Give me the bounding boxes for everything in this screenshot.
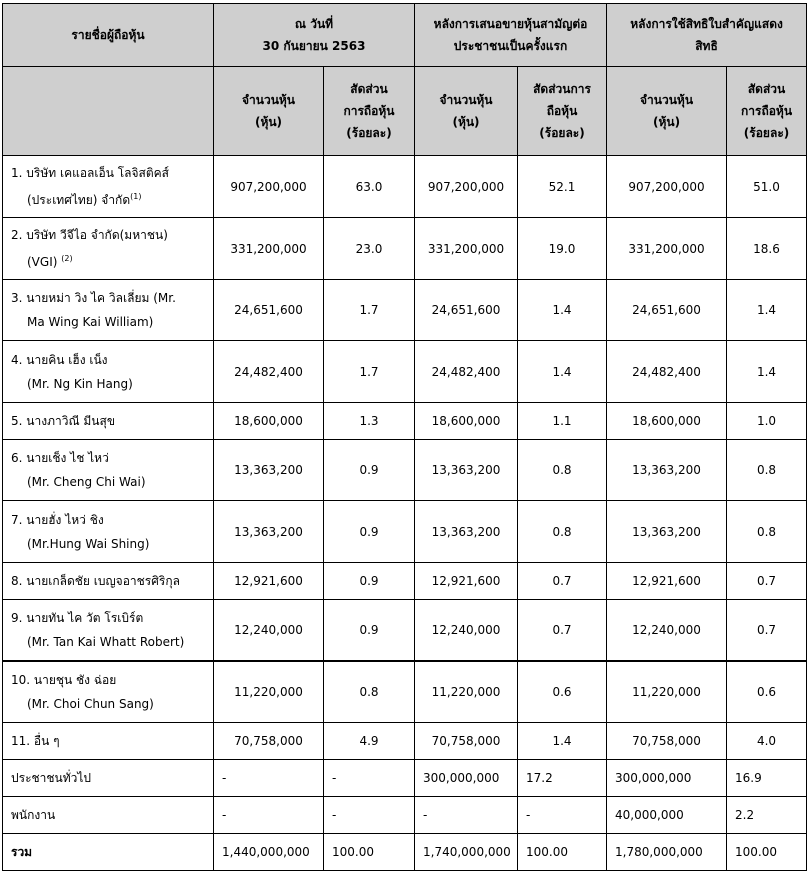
shares-cell: 18,600,000 (415, 403, 518, 440)
shares-cell: 13,363,200 (607, 440, 727, 501)
shares-cell: - (214, 797, 324, 834)
shares-cell: - (415, 797, 518, 834)
shares-cell: 13,363,200 (214, 501, 324, 563)
ratio-cell: 0.8 (727, 501, 807, 563)
shares-cell: 1,740,000,000 (415, 834, 518, 871)
holder-name-cell: 11. อื่น ๆ (3, 723, 214, 760)
holder-name-cell: 2. บริษัท วีจีไอ จำกัด(มหาชน) (VGI) $^{(2)}$ (3, 218, 214, 280)
shares-cell: 12,240,000 (415, 600, 518, 661)
shares-cell: 24,651,600 (415, 280, 518, 341)
shares-cell: 24,482,400 (214, 341, 324, 403)
shares-cell: 12,240,000 (607, 600, 727, 661)
shares-cell: 331,200,000 (214, 218, 324, 280)
table-row (3, 563, 807, 600)
holder-name-cell: 6. นายเช็ง ไช ไหว่ (Mr. Cheng Chi Wai) (3, 440, 214, 501)
ratio-cell: 1.4 (518, 280, 607, 341)
holder-name-cell: 9. นายทัน ไค วัต โรเบิร์ต (Mr. Tan Kai Whatt Robert) (3, 600, 214, 661)
header-after-warrant: หลังการใช้สิทธิใบสำคัญแสดง สิทธิ (607, 4, 807, 67)
header-ratio-1: สัดส่วน การถือหุ้น (ร้อยละ) (324, 67, 415, 156)
shares-cell: 907,200,000 (607, 156, 727, 218)
header-ratio-3: สัดส่วน การถือหุ้น (ร้อยละ) (727, 67, 807, 156)
ratio-cell: 100.00 (324, 834, 415, 871)
shares-cell: 12,921,600 (415, 563, 518, 600)
table-row (3, 834, 807, 871)
header-shares-3: จำนวนหุ้น (หุ้น) (607, 67, 727, 156)
table-row (3, 156, 807, 218)
holder-name-cell: 5. นางภาวิณี มีนสุข (3, 403, 214, 440)
shares-cell: 331,200,000 (415, 218, 518, 280)
holder-name-cell: 10. นายชุน ชัง ฉ่อย (Mr. Choi Chun Sang) (3, 661, 214, 723)
shares-cell: 907,200,000 (415, 156, 518, 218)
table-row (3, 501, 807, 563)
ratio-cell: 0.9 (324, 440, 415, 501)
ratio-cell: 0.8 (518, 440, 607, 501)
table-row (3, 760, 807, 797)
holder-name-cell: รวม (3, 834, 214, 871)
shares-cell: 24,482,400 (415, 341, 518, 403)
ratio-cell: 100.00 (727, 834, 807, 871)
shares-cell: 40,000,000 (607, 797, 727, 834)
ratio-cell: 0.7 (518, 563, 607, 600)
table-row (3, 723, 807, 760)
holder-name-cell: 3. นายหม่า วิง ไค วิลเลี่ยม (Mr. Ma Wing Kai William) (3, 280, 214, 341)
ratio-cell: 1.4 (727, 341, 807, 403)
holder-name-cell: พนักงาน (3, 797, 214, 834)
shares-cell: 300,000,000 (415, 760, 518, 797)
shares-cell: 11,220,000 (607, 661, 727, 723)
ratio-cell: 0.9 (324, 501, 415, 563)
shares-cell: 331,200,000 (607, 218, 727, 280)
header-holder: รายชื่อผู้ถือหุ้น (3, 4, 214, 67)
ratio-cell: 1.0 (727, 403, 807, 440)
ratio-cell: - (324, 760, 415, 797)
shares-cell: 24,651,600 (607, 280, 727, 341)
table-row (3, 218, 807, 280)
shares-cell: 24,482,400 (607, 341, 727, 403)
shares-cell: 24,651,600 (214, 280, 324, 341)
ratio-cell: 0.8 (727, 440, 807, 501)
holder-name-cell: 7. นายฮั่ง ไหว่ ชิง (Mr.Hung Wai Shing) (3, 501, 214, 563)
header-ratio-2: สัดส่วนการ ถือหุ้น (ร้อยละ) (518, 67, 607, 156)
ratio-cell: 0.6 (518, 661, 607, 723)
ratio-cell: 51.0 (727, 156, 807, 218)
ratio-cell: 0.9 (324, 600, 415, 661)
shares-cell: 11,220,000 (415, 661, 518, 723)
ratio-cell: 0.7 (727, 563, 807, 600)
shares-cell: 18,600,000 (607, 403, 727, 440)
ratio-cell: 1.4 (727, 280, 807, 341)
shares-cell: 300,000,000 (607, 760, 727, 797)
table-row (3, 440, 807, 501)
shares-cell: 13,363,200 (607, 501, 727, 563)
ratio-cell: 4.0 (727, 723, 807, 760)
header-as-of-date: ณ วันที่ 30 กันยายน 2563 (214, 4, 415, 67)
ratio-cell: 1.7 (324, 341, 415, 403)
table-row (3, 403, 807, 440)
ratio-cell: 0.7 (518, 600, 607, 661)
ratio-cell: 1.4 (518, 341, 607, 403)
ratio-cell: 19.0 (518, 218, 607, 280)
shares-cell: 12,921,600 (214, 563, 324, 600)
header-shares-2: จำนวนหุ้น (หุ้น) (415, 67, 518, 156)
holder-name-cell: 1. บริษัท เคแอลเอ็น โลจิสติคส์ (ประเทศไทย) จำกัด$^{(1)}$ (3, 156, 214, 218)
header-shares-1: จำนวนหุ้น (หุ้น) (214, 67, 324, 156)
holder-name-cell: 4. นายคิน เฮ็ง เน็ง (Mr. Ng Kin Hang) (3, 341, 214, 403)
header-after-ipo: หลังการเสนอขายหุ้นสามัญต่อ ประชาชนเป็นครั้งแรก (415, 4, 607, 67)
ratio-cell: 1.7 (324, 280, 415, 341)
ratio-cell: 63.0 (324, 156, 415, 218)
ratio-cell: 1.4 (518, 723, 607, 760)
ratio-cell: 18.6 (727, 218, 807, 280)
ratio-cell: - (518, 797, 607, 834)
shares-cell: 12,240,000 (214, 600, 324, 661)
ratio-cell: 0.8 (518, 501, 607, 563)
shares-cell: 13,363,200 (415, 440, 518, 501)
ratio-cell: 23.0 (324, 218, 415, 280)
ratio-cell: 1.3 (324, 403, 415, 440)
shares-cell: 11,220,000 (214, 661, 324, 723)
ratio-cell: 0.7 (727, 600, 807, 661)
table-row (3, 280, 807, 341)
shares-cell: 12,921,600 (607, 563, 727, 600)
ratio-cell: 1.1 (518, 403, 607, 440)
ratio-cell: 16.9 (727, 760, 807, 797)
table-row (3, 341, 807, 403)
ratio-cell: 2.2 (727, 797, 807, 834)
shares-cell: 1,440,000,000 (214, 834, 324, 871)
shares-cell: 907,200,000 (214, 156, 324, 218)
shares-cell: 70,758,000 (607, 723, 727, 760)
shares-cell: 13,363,200 (415, 501, 518, 563)
shares-cell: - (214, 760, 324, 797)
shares-cell: 70,758,000 (415, 723, 518, 760)
shares-cell: 13,363,200 (214, 440, 324, 501)
header-holder-blank (3, 67, 214, 156)
shares-cell: 70,758,000 (214, 723, 324, 760)
ratio-cell: 4.9 (324, 723, 415, 760)
ratio-cell: 17.2 (518, 760, 607, 797)
holder-name-cell: 8. นายเกล็ดชัย เบญจอาชรศิริกุล (3, 563, 214, 600)
table-row (3, 797, 807, 834)
table-row (3, 661, 807, 723)
ratio-cell: 0.9 (324, 563, 415, 600)
shareholder-table (2, 3, 807, 871)
ratio-cell: 0.8 (324, 661, 415, 723)
ratio-cell: 0.6 (727, 661, 807, 723)
ratio-cell: 100.00 (518, 834, 607, 871)
table-row (3, 600, 807, 661)
ratio-cell: - (324, 797, 415, 834)
holder-name-cell: ประชาชนทั่วไป (3, 760, 214, 797)
shares-cell: 18,600,000 (214, 403, 324, 440)
shares-cell: 1,780,000,000 (607, 834, 727, 871)
ratio-cell: 52.1 (518, 156, 607, 218)
